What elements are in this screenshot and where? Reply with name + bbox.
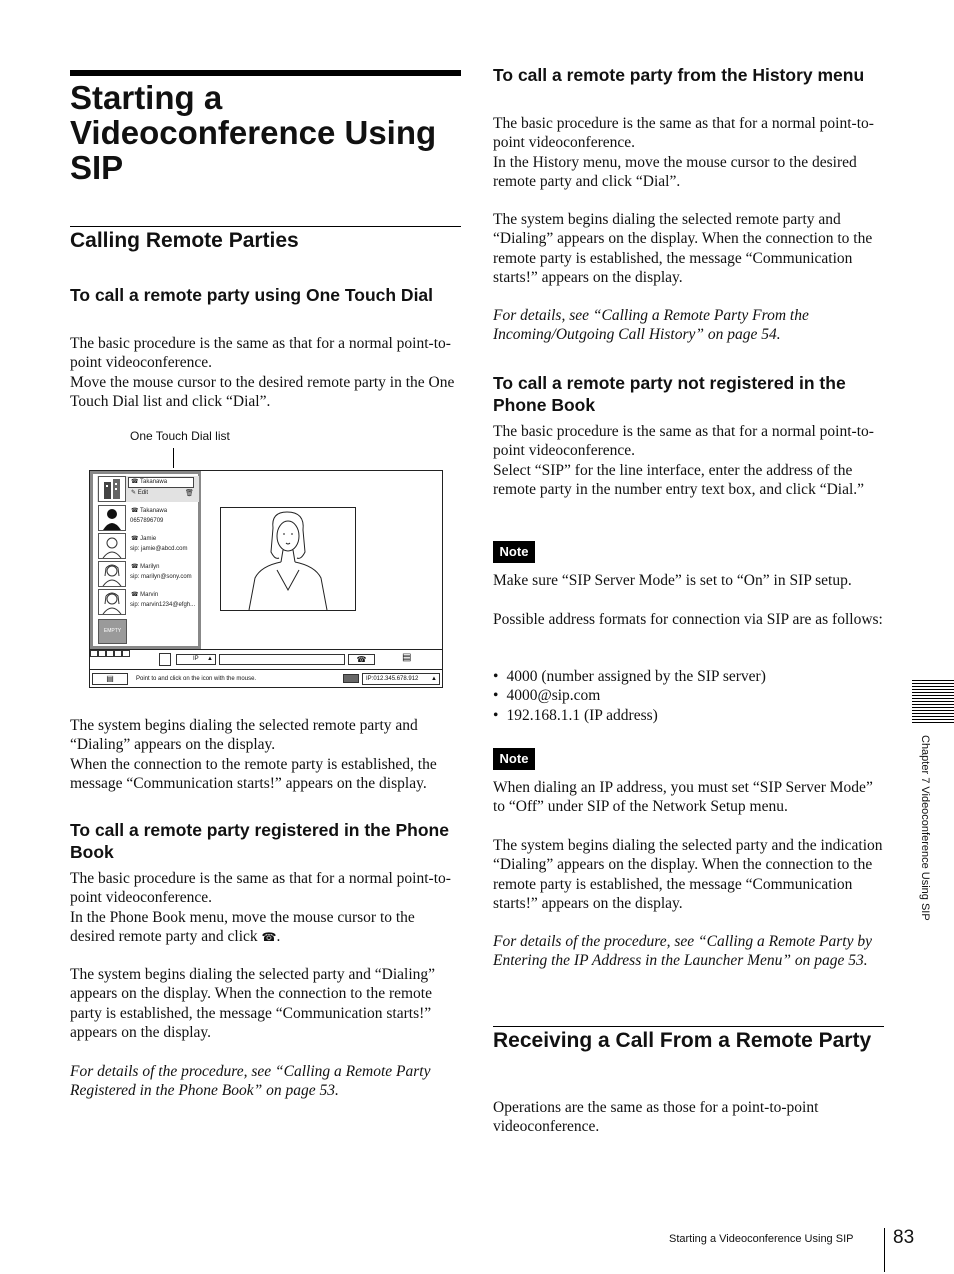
phonebook-icon[interactable] <box>159 653 171 666</box>
subheading-one-touch: To call a remote party using One Touch Dial <box>70 285 434 305</box>
phone-book-result: The system begins dialing the selected party and “Dialing” appears on the display. When the connection to the remote party is established, the message “Communication starts!” appears on the display. <box>70 966 435 1041</box>
not-registered-reference: For details of the procedure, see “Calling a Remote Party by Entering the IP Address in the Launcher Menu” on page 53. <box>493 933 872 970</box>
control-bar <box>90 649 442 688</box>
person-photo-icon <box>98 561 126 587</box>
ip-address-value: IP:012.345.678.912 <box>366 676 419 682</box>
one-touch-body: The basic procedure is the same as that for a normal point-to-point videoconference. Move the mouse cursor to the desired remote party in the One Touch Dial list and click “Dial”. <box>70 335 455 410</box>
empty-slot[interactable]: EMPTY <box>98 619 127 644</box>
phone-icon: ☎ <box>131 479 139 485</box>
launcher-icon[interactable]: ▤ <box>92 673 128 685</box>
note-badge: Note <box>493 748 535 770</box>
footer-title: Starting a Videoconference Using SIP <box>669 1233 854 1245</box>
one-touch-dial-list <box>90 471 201 649</box>
triangle-up-icon: ▲ <box>207 656 213 662</box>
section-heading-calling: Calling Remote Parties <box>70 229 299 252</box>
subheading-phone-book: To call a remote party registered in the Phone Book <box>70 820 449 862</box>
list-item[interactable] <box>97 476 199 502</box>
menu-icon[interactable]: ▤ <box>402 652 416 666</box>
edit-label[interactable]: Edit <box>137 490 149 496</box>
formats-intro: Possible address formats for connection via SIP are as follows: <box>493 611 883 628</box>
note2-text: When dialing an IP address, you must set “SIP Server Mode” to “Off” under SIP of the Network Setup menu. <box>493 779 873 816</box>
page-tabs[interactable] <box>90 650 130 656</box>
list-item[interactable] <box>97 561 199 587</box>
triangle-up-icon: ▲ <box>431 676 437 682</box>
not-registered-result: The system begins dialing the selected party and the indication “Dialing” appears on the display. When the connection to the remote party is established, the message “Communication starts!” appears on the display. <box>493 837 883 912</box>
list-item <box>493 686 886 705</box>
history-reference: For details, see “Calling a Remote Party From the Incoming/Outgoing Call History” on page 54. <box>493 307 809 344</box>
after-figure-text: The system begins dialing the selected remote party and “Dialing” appears on the display. When the connection to the remote party is established, the message “Communication starts!” appears on the display. <box>70 717 437 792</box>
receiving-body: Operations are the same as those for a point-to-point videoconference. <box>493 1099 819 1136</box>
chapter-side-label: Chapter 7 Videoconference Using SIP <box>919 735 931 921</box>
ip-address-display <box>362 673 440 685</box>
history-body: The basic procedure is the same as that for a normal point-to-point videoconference. In the History menu, move the mouse cursor to the desired remote party and click “Dial”. <box>493 115 874 190</box>
page-title: Starting a Videoconference Using SIP <box>70 79 437 186</box>
list-item-address: 0657896709 <box>130 518 164 524</box>
format-text: 192.168.1.1 (IP address) <box>506 706 658 724</box>
person-photo-icon <box>98 533 126 559</box>
phone-icon: ☎ <box>131 564 139 570</box>
title-rule <box>70 70 461 76</box>
page-number: 83 <box>893 1227 915 1248</box>
camera-icon <box>343 674 359 683</box>
phone-icon: ☎ <box>131 536 139 542</box>
phone-icon: ☎ <box>261 929 277 944</box>
phone-icon: ☎ <box>131 508 139 514</box>
line-type-value: IP <box>193 656 199 662</box>
phone-book-body-end: . <box>276 927 281 945</box>
note1-text: Make sure “SIP Server Mode” is set to “On” in SIP setup. <box>493 572 852 589</box>
format-text: 4000 (number assigned by the SIP server) <box>506 668 766 685</box>
history-result: The system begins dialing the selected remote party and “Dialing” appears on the display. When the connection to the remote party is established, the message “Communication starts!” appears on the display. <box>493 211 873 286</box>
list-item-name: Marvin <box>140 592 159 598</box>
one-touch-dial-screenshot <box>89 470 443 688</box>
status-message: Point to and click on the icon with the mouse. <box>136 676 257 682</box>
line-type-select[interactable] <box>176 654 216 665</box>
list-item[interactable] <box>97 505 199 531</box>
section-heading-receiving: Receiving a Call From a Remote Party <box>493 1029 872 1052</box>
subheading-history: To call a remote party from the History menu <box>493 65 865 85</box>
note-badge: Note <box>493 541 535 563</box>
footer-divider <box>884 1228 885 1272</box>
list-item-name: Takanawa <box>140 479 168 485</box>
list-item[interactable] <box>97 533 199 559</box>
format-text: 4000@sip.com <box>506 687 601 705</box>
subheading-not-registered: To call a remote party not registered in the Phone Book <box>493 373 846 415</box>
phone-book-reference: For details of the procedure, see “Calling a Remote Party Registered in the Phone Book” on page 53. <box>70 1063 431 1100</box>
phone-book-body <box>70 869 463 947</box>
list-item-name: Marilyn <box>140 564 160 570</box>
building-icon <box>98 476 126 502</box>
phone-icon: ☎ <box>131 592 139 598</box>
list-item-address: sip: jamie@abcd.com <box>130 546 188 552</box>
list-item-address: sip: marilyn@sony.com <box>130 574 192 580</box>
phone-book-body-text: The basic procedure is the same as that for a normal point-to-point videoconference. In the Phone Book menu, move the mouse cursor to the desired remote party and click <box>70 870 451 945</box>
pencil-icon: ✎ <box>131 490 137 496</box>
not-registered-body: The basic procedure is the same as that for a normal point-to-point videoconference. Select “SIP” for the line interface, enter the address of the remote party in the number entry text box, and click “Dial.” <box>493 423 874 498</box>
person-photo-icon <box>98 589 126 615</box>
list-item-name: Takanawa <box>140 508 168 514</box>
list-item-name: Jamie <box>140 536 157 542</box>
address-format-list <box>493 667 886 725</box>
list-item <box>493 706 886 725</box>
phone-icon: ☎ <box>356 655 367 664</box>
chapter-tab-marker <box>912 680 954 724</box>
list-item <box>493 667 886 686</box>
video-window <box>220 507 356 611</box>
status-row <box>90 669 442 688</box>
dial-button[interactable] <box>348 654 375 665</box>
person-silhouette-icon <box>98 505 126 531</box>
list-item[interactable] <box>97 589 199 615</box>
figure-label: One Touch Dial list <box>130 429 230 443</box>
figure-leader-line <box>173 448 174 468</box>
list-item-address: sip: marvin1234@efgh... <box>130 602 196 608</box>
person-video-image <box>221 508 355 610</box>
trash-icon[interactable]: 🗑 <box>185 490 194 497</box>
number-entry-field[interactable] <box>219 654 345 665</box>
